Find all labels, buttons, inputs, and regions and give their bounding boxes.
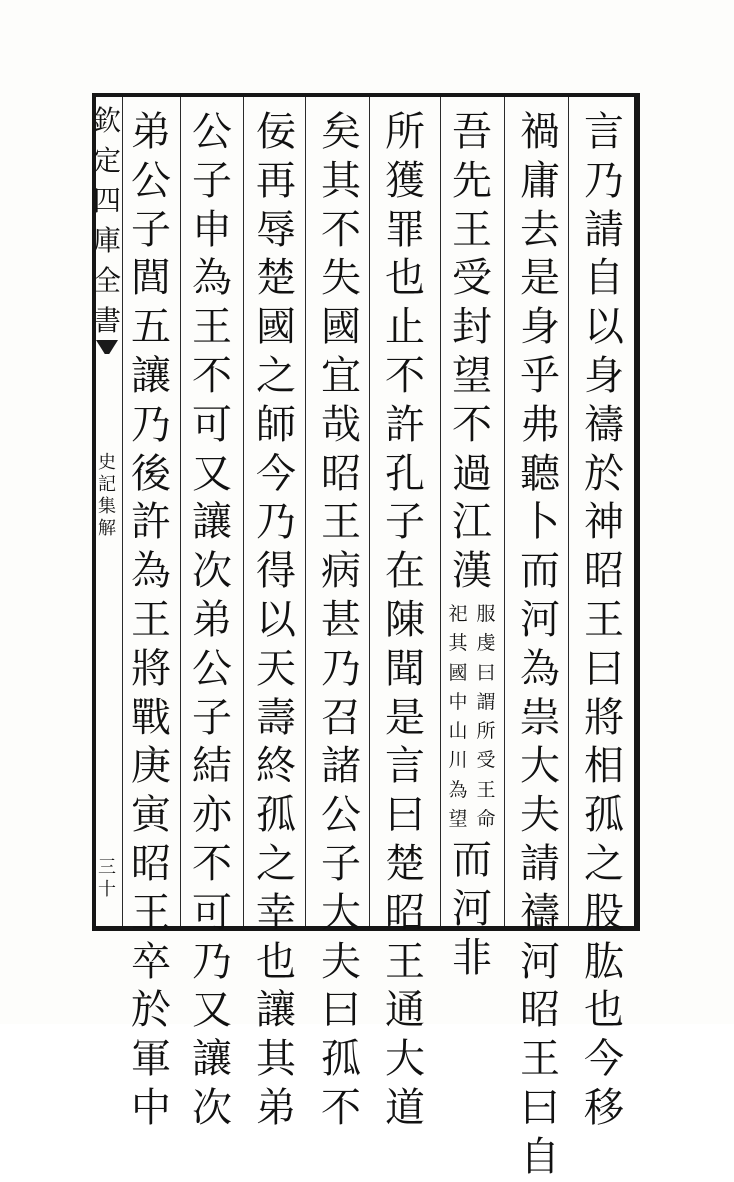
character: 望 [448,808,468,831]
character: 王 [584,596,624,643]
character: 大 [321,889,361,936]
character: 庸 [520,157,560,204]
character: 陳 [385,596,425,643]
character: 也 [385,255,425,302]
text-column [581,108,627,1133]
margin-book-title: 史記集解 [98,452,116,539]
column-rule [504,97,505,926]
character: 請 [584,206,624,253]
character: 孤 [584,792,624,839]
character: 所 [385,109,425,155]
character: 可 [192,401,232,448]
character: 在 [385,548,425,595]
character: 國 [448,661,468,684]
character: 之 [256,352,296,399]
character: 於 [584,450,624,497]
character: 許 [131,499,171,546]
character: 讓 [192,499,232,546]
character: 道 [385,1084,425,1131]
character: 將 [131,645,171,692]
character: 子 [192,694,232,741]
character: 去 [520,206,560,253]
character: 不 [192,352,232,399]
character: 以 [584,304,624,351]
character: 虔 [476,632,496,655]
character: 王 [520,1036,560,1083]
character: 弟 [256,1084,296,1131]
character: 宜 [321,352,361,399]
character: 為 [192,255,232,302]
character: 過 [452,450,492,497]
character: 幸 [256,889,296,936]
character: 是 [385,694,425,741]
column-rule [440,97,441,926]
character: 寅 [131,792,171,839]
character: 江 [452,499,492,546]
character: 弟 [192,596,232,643]
character: 楚 [385,840,425,887]
character: 昭 [321,450,361,497]
character: 曰 [476,661,496,684]
annotation-column-right [474,600,498,834]
character: 聽 [520,450,560,497]
character: 曰 [321,987,361,1034]
character: 中 [448,690,468,713]
character: 公 [192,645,232,692]
character: 命 [476,808,496,831]
character: 終 [256,743,296,790]
text-column [128,108,174,1133]
character: 股 [584,889,624,936]
character: 讓 [131,352,171,399]
character: 子 [321,840,361,887]
character: 子 [385,499,425,546]
character: 昭 [385,889,425,936]
character: 身 [584,352,624,399]
character: 罪 [385,206,425,253]
character: 封 [452,304,492,351]
character: 可 [192,889,232,936]
character: 曰 [520,1084,560,1131]
character: 相 [584,743,624,790]
character: 國 [321,304,361,351]
character: 矣 [321,109,361,155]
character: 是 [520,255,560,302]
character: 為 [131,548,171,595]
text-column [517,108,563,1182]
margin-title: 欽定四庫全書 [92,104,121,337]
character: 身 [520,304,560,351]
character: 讓 [256,987,296,1034]
character: 失 [321,255,361,302]
character: 孔 [385,450,425,497]
character: 而 [452,837,492,884]
column-rule [122,97,123,926]
character: 服 [476,603,496,625]
character: 昭 [520,987,560,1034]
character: 結 [192,743,232,790]
annotation-column-left [446,600,470,834]
text-column [189,108,235,1133]
character: 不 [321,1084,361,1131]
character: 亦 [192,792,232,839]
text-column-continuation [449,836,495,982]
character: 今 [584,1036,624,1083]
text-column [253,108,299,1133]
character: 乃 [321,645,361,692]
character: 止 [385,304,425,351]
character: 自 [520,1133,560,1180]
character: 言 [385,743,425,790]
character: 乎 [520,352,560,399]
character: 乃 [192,938,232,985]
column-rule [243,97,244,926]
character: 不 [385,352,425,399]
character: 昭 [131,840,171,887]
character: 諸 [321,743,361,790]
page-margin [92,97,122,926]
character: 又 [192,987,232,1034]
character: 其 [256,1036,296,1083]
character: 河 [520,938,560,985]
character: 公 [192,109,232,155]
character: 佞 [256,109,296,155]
character: 弟 [131,109,171,155]
character: 公 [321,792,361,839]
character: 漢 [452,548,492,595]
character: 國 [256,304,296,351]
character: 乃 [256,499,296,546]
character: 再 [256,157,296,204]
character: 通 [385,987,425,1034]
character: 得 [256,548,296,595]
character: 召 [321,694,361,741]
character: 弗 [520,401,560,448]
text-column [382,108,428,1133]
character: 非 [452,934,492,981]
character: 請 [520,840,560,887]
character: 河 [452,886,492,933]
character: 而 [520,548,560,595]
character: 也 [256,938,296,985]
character: 謂 [476,690,496,713]
character: 為 [448,778,468,801]
character: 祀 [448,603,468,625]
column-rule [305,97,306,926]
character: 移 [584,1084,624,1131]
character: 山 [448,720,468,743]
character: 將 [584,694,624,741]
text-column [449,108,495,596]
character: 天 [256,645,296,692]
character: 之 [256,840,296,887]
character: 王 [452,206,492,253]
character: 卜 [520,499,560,546]
character: 神 [584,499,624,546]
character: 病 [321,548,361,595]
character: 讓 [192,1036,232,1083]
character: 孤 [321,1036,361,1083]
character: 戰 [131,694,171,741]
character: 師 [256,401,296,448]
character: 不 [192,840,232,887]
character: 夫 [520,792,560,839]
character: 軍 [131,1036,171,1083]
character: 聞 [385,645,425,692]
character: 庚 [131,743,171,790]
character: 中 [131,1084,171,1131]
character: 王 [192,304,232,351]
character: 言 [584,109,624,155]
character: 子 [131,206,171,253]
character: 昭 [584,548,624,595]
character: 其 [448,632,468,655]
character: 許 [385,401,425,448]
character: 禱 [584,401,624,448]
text-column [318,108,364,1133]
character: 次 [192,1084,232,1131]
character: 曰 [584,645,624,692]
character: 後 [131,450,171,497]
character: 受 [452,255,492,302]
character: 甚 [321,596,361,643]
character: 河 [520,596,560,643]
column-rule [180,97,181,926]
character: 公 [131,157,171,204]
character: 王 [321,499,361,546]
character: 為 [520,645,560,692]
column-rule [369,97,370,926]
character: 不 [452,401,492,448]
character: 其 [321,157,361,204]
character: 肱 [584,938,624,985]
character: 夫 [321,938,361,985]
character: 曰 [385,792,425,839]
character: 壽 [256,694,296,741]
character: 乃 [584,157,624,204]
character: 孤 [256,792,296,839]
character: 乃 [131,401,171,448]
character: 大 [385,1036,425,1083]
character: 吾 [452,109,492,155]
character: 大 [520,743,560,790]
character: 之 [584,840,624,887]
character: 哉 [321,401,361,448]
character: 王 [385,938,425,985]
character: 川 [448,749,468,772]
character: 子 [192,157,232,204]
margin-page-number: 三十 [98,857,116,900]
character: 望 [452,352,492,399]
character: 楚 [256,255,296,302]
character: 今 [256,450,296,497]
character: 閭 [131,255,171,302]
character: 獲 [385,157,425,204]
column-rule [568,97,569,926]
character: 辱 [256,206,296,253]
character: 禍 [520,109,560,155]
character: 自 [584,255,624,302]
character: 所 [476,720,496,743]
character: 以 [256,596,296,643]
character: 也 [584,987,624,1034]
character: 於 [131,987,171,1034]
character: 又 [192,450,232,497]
character: 五 [131,304,171,351]
character: 王 [131,596,171,643]
character: 次 [192,548,232,595]
character: 先 [452,157,492,204]
character: 祟 [520,694,560,741]
character: 申 [192,206,232,253]
character: 卒 [131,938,171,985]
character: 不 [321,206,361,253]
character: 王 [476,778,496,801]
character: 禱 [520,889,560,936]
character: 受 [476,749,496,772]
character: 王 [131,889,171,936]
